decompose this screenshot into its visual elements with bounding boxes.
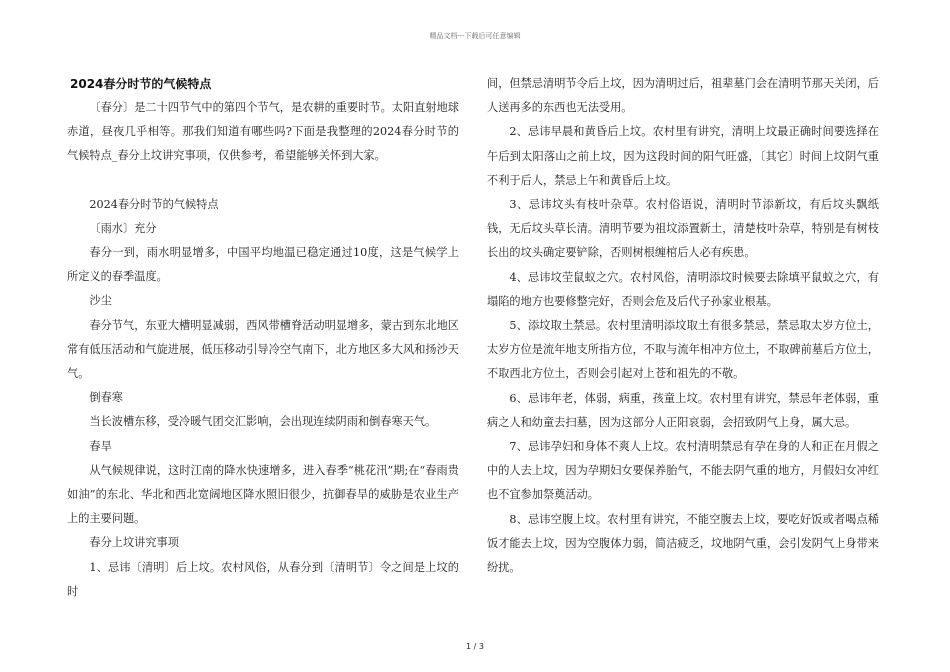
subheading-drought: 春旱 bbox=[89, 439, 112, 453]
section-heading: 2024春分时节的气候特点 bbox=[89, 197, 219, 211]
page-header: 精品文档---下载后可任意编辑 bbox=[429, 32, 521, 40]
paragraph-dust: 春分节气，东亚大槽明显减弱，西风带槽脊活动明显增多，蒙古到东北地区常有低压活动和气旋进展，低压移动引导冷空气南下，北方地区多大风和扬沙天气。 bbox=[67, 318, 459, 381]
left-column bbox=[67, 72, 459, 604]
list-item-1: 1、忌讳〔清明〕后上坟。农村风俗，从春分到〔清明节〕令之间是上坟的时 bbox=[67, 560, 459, 598]
paragraph-rain: 春分一到，雨水明显增多，中国平均地温已稳定通过10度，这是气候学上所定义的春季温度。 bbox=[67, 246, 459, 284]
paragraph-drought: 从气候规律说，这时江南的降水快速增多，进入春季“桃花汛”期;在“春雨贵如油”的东北、华北和西北宽阔地区降水照旧很少，抗御春旱的威胁是农业生产上的主要问题。 bbox=[67, 463, 459, 526]
list-item-7: 7、忌讳孕妇和身体不爽人上坟。农村清明禁忌有孕在身的人和正在月假之中的人去上坟，因为孕期妇女要保养胎气，不能去阴气重的地方，月假妇女冲红也不宜参加祭奠活动。 bbox=[487, 440, 879, 502]
list-item-5: 5、添坟取土禁忌。农村里清明添坟取土有很多禁忌，禁忌取太岁方位土，太岁方位是流年地支所指方位，不取与流年相冲方位土，不取碑前墓后方位土，不取西北方位土，否则会引起对上苍和祖先的不敬。 bbox=[487, 319, 879, 381]
intro-paragraph: 〔春分〕是二十四节气中的第四个节气，是农耕的重要时节。太阳直射地球赤道，昼夜几乎相等。那我们知道有哪些吗?下面是我整理的2024春分时节的气候特点_春分上坟讲究事项，仅供参考，希望能够关怀到大家。 bbox=[67, 101, 459, 163]
subheading-cold: 倒春寒 bbox=[89, 391, 123, 405]
subheading-tomb: 春分上坟讲究事项 bbox=[89, 536, 179, 550]
document-title: 2024春分时节的气候特点 bbox=[70, 77, 212, 91]
list-item-1-continued: 间，但禁忌清明节令后上坟，因为清明过后，祖辈墓门会在清明节那天关闭，后人送再多的东西也无法受用。 bbox=[487, 77, 879, 115]
right-column bbox=[487, 72, 879, 580]
subheading-rain: 〔雨水〕充分 bbox=[89, 221, 157, 235]
page-number: 1 / 3 bbox=[466, 642, 484, 651]
subheading-dust: 沙尘 bbox=[89, 294, 112, 308]
list-item-6: 6、忌讳年老，体弱，病重，孩童上坟。农村里有讲究，禁忌年老体弱，重病之人和幼童去扫墓，因为这部分人正阳哀弱，会招致阴气上身，属大忌。 bbox=[487, 391, 879, 429]
list-item-2: 2、忌讳早晨和黄昏后上坟。农村里有讲究，清明上坟最正确时间要选择在午后到太阳落山之前上坟，因为这段时间的阳气旺盛，〔其它〕时间上坟阴气重不利于后人，禁忌上午和黄昏后上坟。 bbox=[487, 125, 879, 187]
paragraph-cold: 当长波槽东移，受冷暖气团交汇影响，会出现连续阴雨和倒春寒天气。 bbox=[89, 415, 437, 429]
list-item-4: 4、忌讳坟茔鼠蚁之穴。农村风俗，清明添坟时候要去除填平鼠蚁之穴，有塌陷的地方也要修整完好，否则会危及后代子孙家业根基。 bbox=[487, 270, 879, 308]
list-item-8: 8、忌讳空腹上坟。农村里有讲究，不能空腹去上坟，要吃好饭或者喝点稀饭才能去上坟，因为空腹体力弱，简洁疲乏，坟地阴气重，会引发阴气上身带来纷扰。 bbox=[487, 512, 879, 575]
list-item-3: 3、忌讳坟头有枝叶杂草。农村俗语说，清明时节添新坟，有后坟头飘纸钱，无后坟头草长清。清明节要为祖坟添置新土，清楚枝叶杂草，特别是有树枝长出的坟头确定要铲除，否则树根缠棺后人必有疾患。 bbox=[487, 198, 879, 260]
